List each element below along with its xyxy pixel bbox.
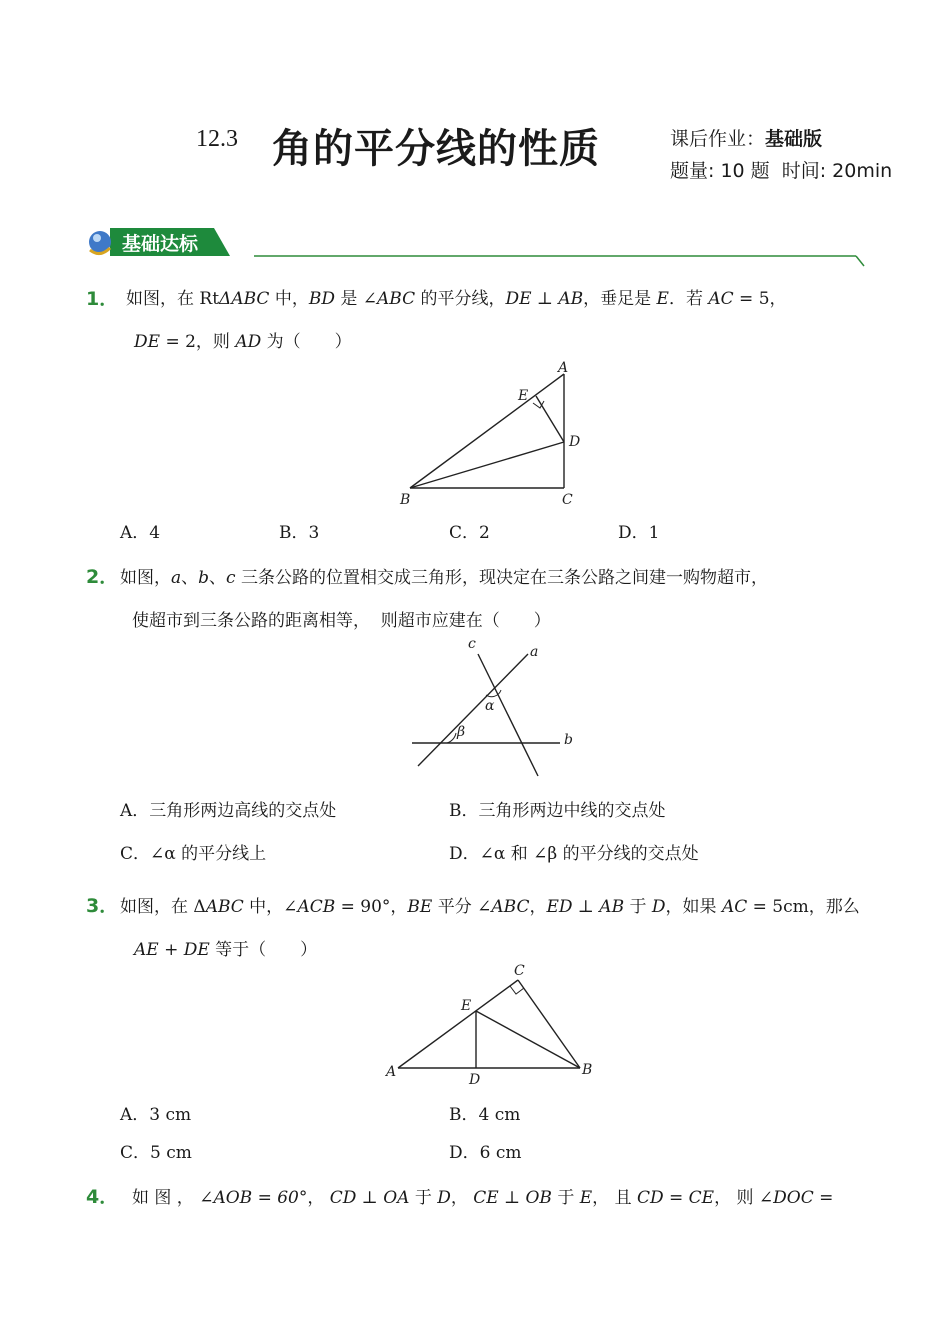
question-number: 1． <box>86 288 119 310</box>
option-a[interactable]: A．4 <box>120 523 161 543</box>
option-c[interactable]: C．2 <box>449 523 490 543</box>
label-b: b <box>564 732 573 748</box>
banner-label: 基础达标 <box>122 233 199 255</box>
option-b[interactable]: B．3 <box>279 523 320 543</box>
banner-graphic <box>86 224 866 268</box>
homework-level: 基础版 <box>765 128 823 150</box>
label-beta: β <box>457 724 466 740</box>
option-c[interactable]: C．5 cm <box>120 1143 192 1163</box>
option-b[interactable]: B．三角形两边中线的交点处 <box>449 801 666 821</box>
option-b[interactable]: B．4 cm <box>449 1105 521 1125</box>
question-number: 4． <box>86 1186 119 1208</box>
question-number: 2． <box>86 566 119 588</box>
label-c: C <box>562 492 573 508</box>
option-a[interactable]: A．三角形两边高线的交点处 <box>120 801 337 821</box>
question-1-line-1: 如图，在 RtΔABC 中，BD 是 ∠ABC 的平分线，DE ⊥ AB，垂足是 E．若 AC = 5， <box>126 289 787 309</box>
label-b: B <box>400 492 411 508</box>
label-c: C <box>514 963 525 979</box>
question-number: 3． <box>86 895 119 917</box>
question-1-line-2: DE = 2，则 AD 为（ ） <box>134 332 352 352</box>
option-c[interactable]: C．∠α 的平分线上 <box>120 844 267 864</box>
question-2-line-1: 如图，a、b、c 三条公路的位置相交成三角形，现决定在三条公路之间建一购物超市， <box>120 568 768 588</box>
label-d: D <box>569 434 581 450</box>
label-c: c <box>468 636 476 652</box>
label-d: D <box>469 1072 481 1088</box>
page-title: 角的平分线的性质 <box>272 126 600 172</box>
label-a: A <box>386 1064 397 1080</box>
homework-label: 课后作业： <box>670 128 766 150</box>
label-e: E <box>518 388 529 404</box>
label-a: a <box>530 644 539 660</box>
section-banner <box>86 224 866 268</box>
question-2-line-2: 使超市到三条公路的距离相等， 则超市应建在（ ） <box>132 611 551 631</box>
option-d[interactable]: D．1 <box>618 523 660 543</box>
label-alpha: α <box>485 698 495 714</box>
label-a: A <box>558 360 569 376</box>
label-e: E <box>461 998 472 1014</box>
question-4-line-1: 如 图 ， ∠AOB = 60°， CD ⊥ OA 于 D， CE ⊥ OB 于 E， 且 CD = CE， 则 ∠DOC = <box>132 1188 834 1208</box>
question-3-figure <box>382 960 602 1092</box>
section-number: 12.3 <box>196 126 238 152</box>
question-2-figure <box>404 634 594 780</box>
question-info: 题量: 10 题 时间: 20min <box>670 160 893 182</box>
option-a[interactable]: A．3 cm <box>120 1105 192 1125</box>
question-3-line-1: 如图，在 ΔABC 中，∠ACB = 90°，BE 平分 ∠ABC，ED ⊥ AB 于 D，如果 AC = 5cm，那么 <box>120 897 860 917</box>
option-d[interactable]: D．∠α 和 ∠β 的平分线的交点处 <box>449 844 699 864</box>
question-1-figure <box>396 356 596 512</box>
homework-info <box>670 124 822 151</box>
label-b: B <box>582 1062 593 1078</box>
option-d[interactable]: D．6 cm <box>449 1143 522 1163</box>
question-3-line-2: AE + DE 等于（ ） <box>134 940 318 960</box>
